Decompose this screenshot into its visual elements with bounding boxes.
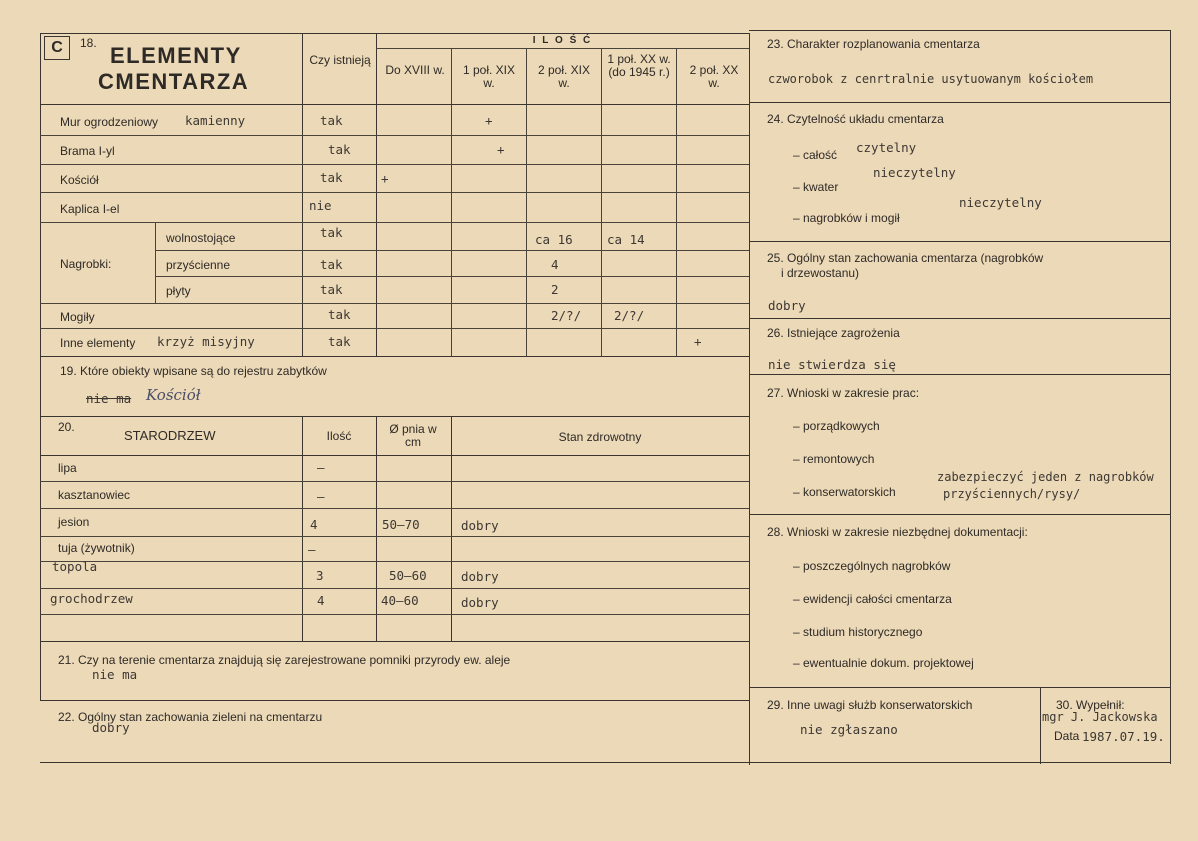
tree-health-3: dobry: [461, 518, 499, 533]
section-27-item-3: – konserwatorskich: [793, 485, 896, 499]
section-letter-box: C: [44, 36, 70, 60]
mark-church-p1: +: [381, 171, 389, 186]
section-27-answer-1: zabezpieczyć jeden z nagrobków: [937, 470, 1154, 484]
row-label-wall: Mur ogrodzeniowy: [60, 115, 159, 129]
tree-health-5: dobry: [461, 569, 499, 584]
mark-freestanding-p3: ca 16: [535, 232, 573, 247]
mark-wall-mounted-p3: 4: [551, 257, 559, 272]
section-24-item-2: – kwater: [793, 180, 839, 194]
section-20-number: 20.: [58, 420, 75, 434]
mark-freestanding-p4: ca 14: [607, 232, 645, 247]
header-period-5: 2 poł. XX w.: [689, 63, 739, 90]
section-27-item-2: – remontowych: [793, 452, 875, 466]
section-19-question: 19. Które obiekty wpisane są do rejestru zabytków: [60, 364, 327, 378]
header-exists: Czy istnieją: [309, 53, 371, 67]
row-label-church: Kościół: [60, 173, 99, 187]
tree-qty-2: –: [317, 489, 325, 504]
section-18-title-2: CMENTARZA: [98, 69, 250, 94]
mark-slabs-p3: 2: [551, 282, 559, 297]
section-28-item-3: – studium historycznego: [793, 625, 923, 639]
section-28-item-4: – ewentualnie dokum. projektowej: [793, 656, 974, 670]
header-health: Stan zdrowotny: [558, 430, 642, 444]
tree-name-2: kasztanowiec: [58, 488, 131, 502]
tree-name-5: topola: [52, 559, 98, 574]
tree-name-6: grochodrzew: [50, 591, 133, 606]
header-tree-quantity: Ilość: [326, 429, 352, 443]
section-28-item-2: – ewidencji całości cmentarza: [793, 592, 952, 606]
tree-qty-3: 4: [310, 517, 318, 532]
header-period-1: Do XVIII w.: [385, 63, 445, 77]
mark-graves-p3: 2/?/: [551, 308, 582, 323]
tree-qty-4: –: [308, 542, 316, 557]
section-29-answer: nie zgłaszano: [800, 722, 898, 737]
section-22-question: 22. Ogólny stan zachowania zieleni na cmentarzu: [58, 710, 323, 724]
tree-health-6: dobry: [461, 595, 499, 610]
section-30-date: 1987.07.19.: [1082, 729, 1165, 744]
section-19-struck: nie ma: [86, 391, 132, 406]
section-30-date-label: Data: [1054, 729, 1080, 743]
mark-wall-p2: +: [485, 113, 493, 128]
row-label-other: Inne elementy: [60, 336, 136, 350]
section-22-answer: dobry: [92, 720, 130, 735]
section-19-handwritten: Kościół: [146, 386, 201, 404]
section-24-value-2: nieczytelny: [873, 165, 956, 180]
tree-dia-5: 50–60: [389, 568, 427, 583]
section-27-item-1: – porządkowych: [793, 419, 880, 433]
header-quantity: I L O Ś Ć: [532, 35, 593, 46]
tree-qty-1: –: [317, 460, 325, 475]
tree-name-3: jesion: [58, 515, 90, 529]
section-28-question: 28. Wnioski w zakresie niezbędnej dokumentacji:: [767, 525, 1028, 539]
exists-church: tak: [320, 170, 343, 185]
exists-other: tak: [328, 334, 351, 349]
exists-gate: tak: [328, 142, 351, 157]
header-period-3: 2 poł. XIX w.: [537, 63, 591, 90]
section-27-question: 27. Wnioski w zakresie prac:: [767, 386, 920, 400]
section-26-question: 26. Istniejące zagrożenia: [767, 326, 900, 340]
section-23-answer: czworobok z cenrtralnie usytuowanym kościołem: [768, 72, 1094, 86]
row-label-chapel: Kaplica I-el: [60, 202, 120, 216]
exists-wall-mounted: tak: [320, 257, 343, 272]
tree-dia-3: 50–70: [382, 517, 420, 532]
header-period-2: 1 poł. XIX w.: [462, 63, 516, 90]
section-24-item-1: – całość: [793, 148, 838, 162]
header-period-4: 1 poł. XX w. (do 1945 r.): [607, 52, 671, 79]
row-typed-wall: kamienny: [185, 113, 246, 128]
section-18-title-1: ELEMENTY: [110, 43, 242, 68]
section-27-answer-2: przyściennych/rysy/: [943, 487, 1081, 501]
row-label-graves: Mogiły: [60, 310, 95, 324]
section-30-question: 30. Wypełnił:: [1056, 698, 1125, 712]
sub-label-freestanding: wolnostojące: [166, 231, 236, 245]
section-21-question: 21. Czy na terenie cmentarza znajdują się zarejestrowane pomniki przyrody ew. aleje: [58, 653, 511, 667]
section-24-value-3: nieczytelny: [959, 195, 1042, 210]
row-typed-other: krzyż misyjny: [157, 334, 255, 349]
section-24-question: 24. Czytelność układu cmentarza: [767, 112, 944, 126]
sub-label-wall-mounted: przyścienne: [166, 258, 231, 272]
section-18-number: 18.: [80, 36, 97, 50]
sub-label-slabs: płyty: [166, 284, 191, 298]
section-25-answer: dobry: [768, 298, 806, 313]
mark-other-p5: +: [694, 334, 702, 349]
section-29-question: 29. Inne uwagi służb konserwatorskich: [767, 698, 973, 712]
tree-name-1: lipa: [58, 461, 77, 475]
row-label-gate: Brama I-yl: [60, 144, 115, 158]
section-28-item-1: – poszczególnych nagrobków: [793, 559, 951, 573]
mark-graves-p4: 2/?/: [614, 308, 645, 323]
tree-dia-6: 40–60: [381, 593, 419, 608]
section-25-question-1: 25. Ogólny stan zachowania cmentarza (nagrobków: [767, 251, 1044, 265]
tree-qty-5: 3: [316, 568, 324, 583]
section-24-value-1: czytelny: [856, 140, 917, 155]
row-label-tombstones: Nagrobki:: [60, 257, 112, 271]
section-26-answer: nie stwierdza się: [768, 357, 896, 372]
exists-wall: tak: [320, 113, 343, 128]
section-21-answer: nie ma: [92, 667, 138, 682]
exists-freestanding: tak: [320, 225, 343, 240]
exists-chapel: nie: [309, 198, 332, 213]
header-trunk-diameter: Ø pnia w cm: [389, 422, 437, 449]
section-24-item-3: – nagrobków i mogił: [793, 211, 900, 225]
exists-slabs: tak: [320, 282, 343, 297]
section-23-question: 23. Charakter rozplanowania cmentarza: [767, 37, 980, 51]
tree-qty-6: 4: [317, 593, 325, 608]
tree-name-4: tuja (żywotnik): [58, 541, 135, 555]
mark-gate-p2: +: [497, 142, 505, 157]
section-30-name: mgr J. Jackowska: [1042, 710, 1158, 724]
exists-graves: tak: [328, 307, 351, 322]
section-25-question-2: i drzewostanu): [781, 266, 860, 280]
section-20-title: STARODRZEW: [124, 428, 216, 443]
